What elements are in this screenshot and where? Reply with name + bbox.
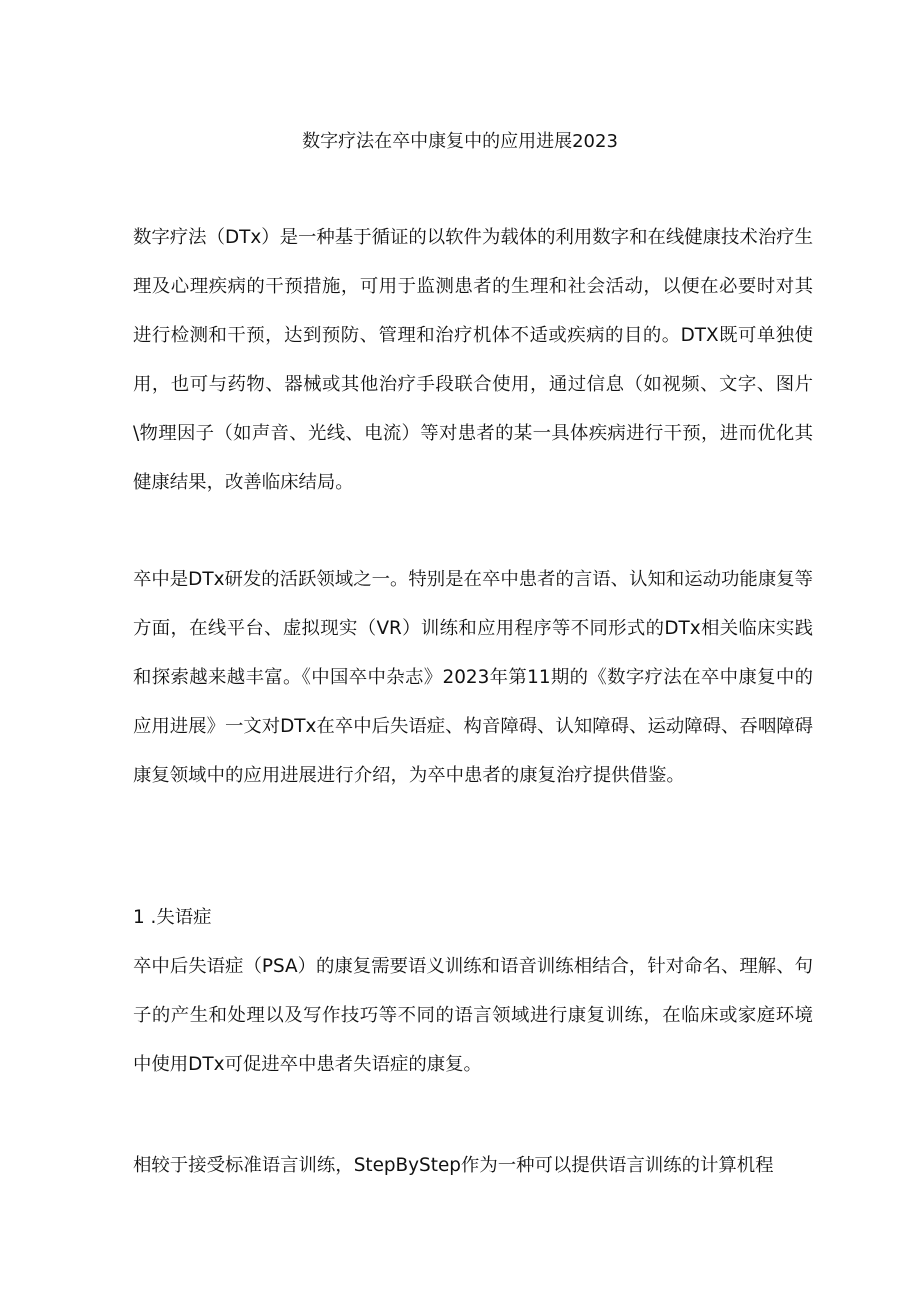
stroke-paragraph: 卒中是DTx研发的活跃领域之一。特别是在卒中患者的言语、认知和运动功能康复等方面，在线平台、虚拟现实（VR）训练和应用程序等不同形式的DTx相关临床实践和探索越来越丰富。《中国卒中杂志》2023年第11期的《数字疗法在卒中康复中的应用进展》一文对DTx在卒中后失语症、构音障碍、认知障碍、运动障碍、吞咽障碍康复领域中的应用进展进行介绍，为卒中患者的康复治疗提供借鉴。 — [133, 569, 813, 786]
section-heading-aphasia: 1 .失语症 — [133, 907, 212, 928]
document-title: 数字疗法在卒中康复中的应用进展2023 — [302, 131, 618, 152]
stepbystep-paragraph: 相较于接受标准语言训练，StepByStep作为一种可以提供语言训练的计算机程 — [133, 1155, 774, 1176]
aphasia-paragraph: 卒中后失语症（PSA）的康复需要语义训练和语音训练相结合，针对命名、理解、句子的产生和处理以及写作技巧等不同的语言领域进行康复训练，在临床或家庭环境中使用DTx可促进卒中患者失语症的康复。 — [133, 956, 813, 1075]
intro-paragraph: 数字疗法（DTx）是一种基于循证的以软件为载体的利用数字和在线健康技术治疗生理及心理疾病的干预措施，可用于监测患者的生理和社会活动，以便在必要时对其进行检测和干预，达到预防、管理和治疗机体不适或疾病的目的。DTX既可单独使用，也可与药物、器械或其他治疗手段联合使用，通过信息（如视频、文字、图片\物理因子（如声音、光线、电流）等对患者的某一具体疾病进行干预，进而优化其健康结果，改善临床结局。 — [133, 227, 813, 493]
